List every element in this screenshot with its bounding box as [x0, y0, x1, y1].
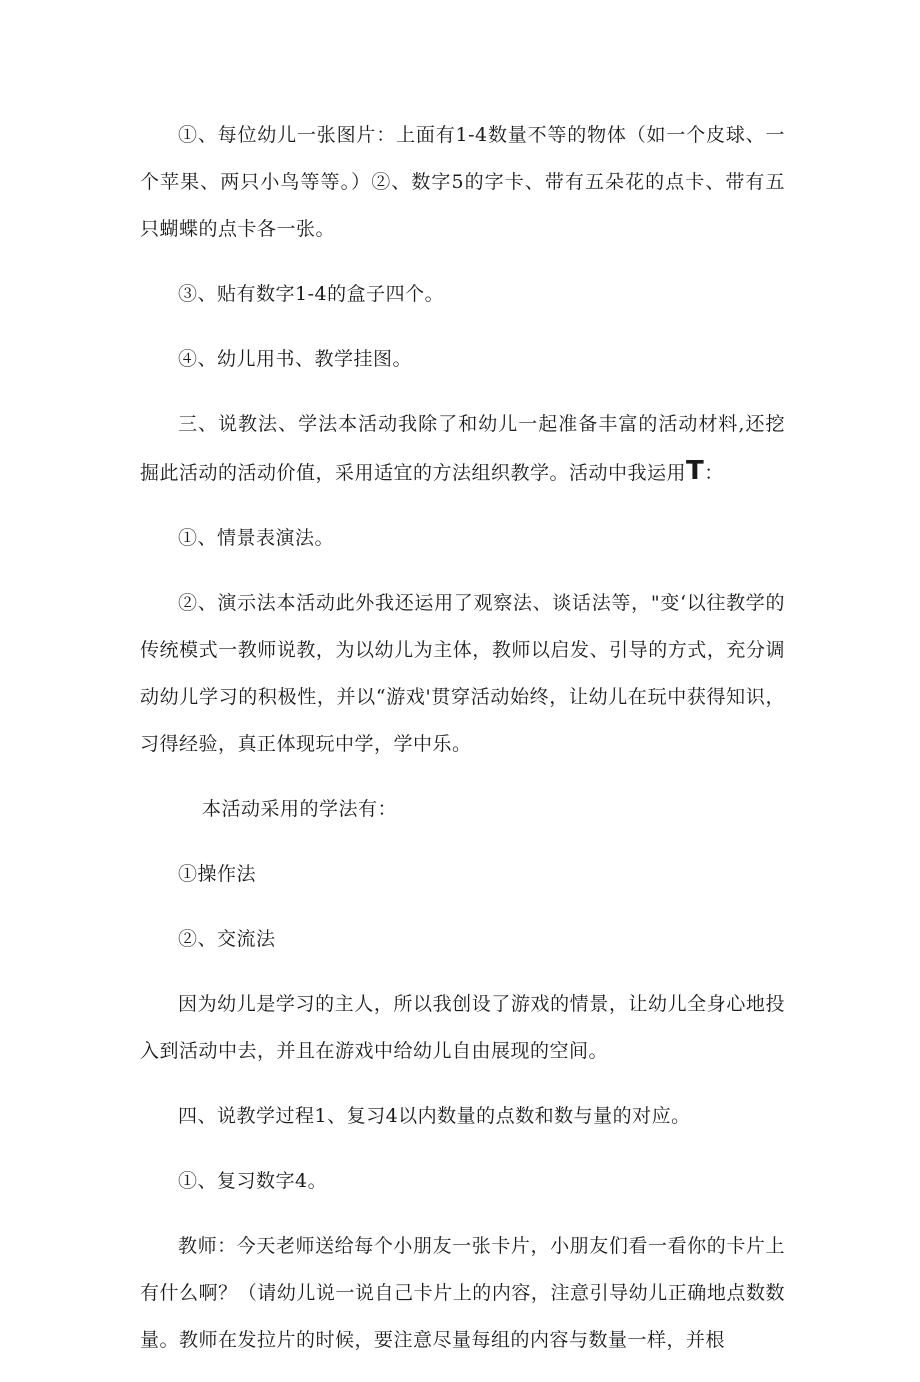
paragraph-review-number: ①、复习数字4。 — [178, 1170, 328, 1192]
paragraph-teaching-process: 四、说教学过程1、复习4以内数量的点数和数与量的对应。 — [178, 1105, 691, 1127]
paragraph-books: ④、幼儿用书、教学挂图。 — [178, 348, 413, 370]
paragraph-rationale: 因为幼儿是学习的主人，所以我创设了游戏的情景，让幼儿全身心地投入到活动中去，并且在游戏中给幼儿自由展现的空间。 — [140, 993, 785, 1062]
teaching-methods-text: 三、说教法、学法本活动我除了和幼儿一起准备丰富的活动材料,还挖掘此活动的活动价值，采用适宜的方法组织教学。活动中我运用 — [140, 413, 785, 484]
paragraph-demonstration-method: ②、演示法本活动此外我还运用了观察法、谈话法等，"变‘以往教学的传统模式一教师说教，为以幼儿为主体，教师以启发、引导的方式，充分调动幼儿学习的积极性，并以“游戏'贯穿活动始终，让幼儿在玩中获得知识，习得经验，真正体现玩中学，学中乐。 — [140, 592, 785, 755]
paragraph-number-boxes: ③、贴有数字1-4的盒子四个。 — [178, 283, 445, 305]
teaching-methods-big-letter: T — [686, 456, 705, 486]
teaching-methods-tail: ： — [704, 462, 724, 484]
paragraph-situation-method: ①、情景表演法。 — [178, 527, 335, 549]
paragraph-operation-method: ①操作法 — [178, 863, 257, 885]
paragraph-teacher-dialogue: 教师：今天老师送给每个小朋友一张卡片，小朋友们看一看你的卡片上有什么啊？（请幼儿说一说自己卡片上的内容，注意引导幼儿正确地点数数量。教师在发拉片的时候，要注意尽量每组的内容与数量一样，并根 — [140, 1235, 785, 1351]
document-body — [140, 112, 785, 1382]
paragraph-teaching-methods — [140, 401, 785, 497]
paragraph-exchange-method: ②、交流法 — [178, 928, 276, 950]
paragraph-materials: ①、每位幼儿一张图片：上面有1-4数量不等的物体（如一个皮球、一个苹果、两只小鸟等等。）②、数字5的字卡、带有五朵花的点卡、带有五只蝴蝶的点卡各一张。 — [140, 124, 785, 240]
paragraph-learning-methods-intro: 本活动采用的学法有： — [202, 798, 398, 820]
